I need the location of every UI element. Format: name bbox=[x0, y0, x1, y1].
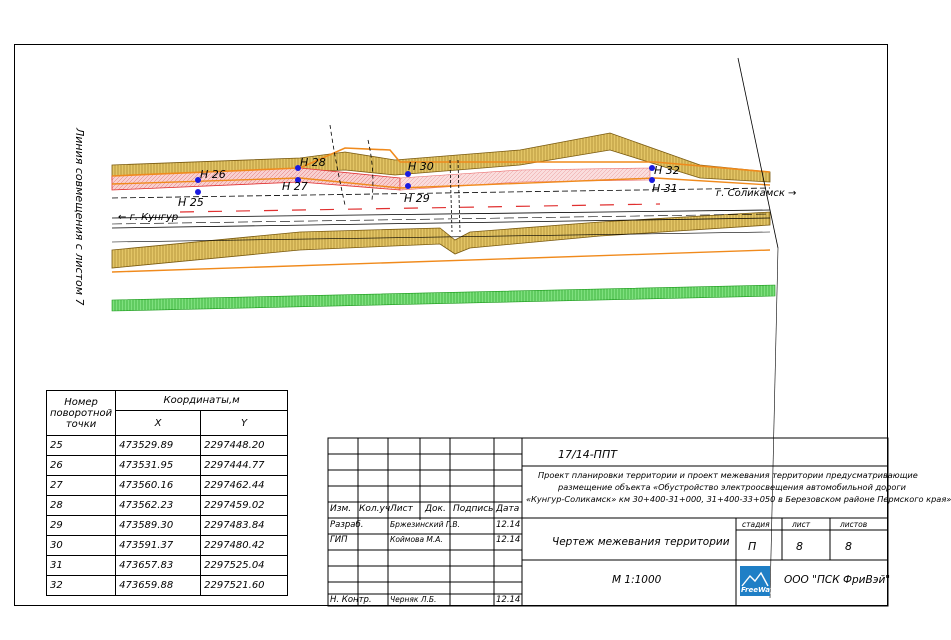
sheet-header: лист bbox=[792, 520, 811, 529]
logo-text: FreeWay bbox=[741, 586, 775, 594]
company-name: ООО "ПСК ФриВэй" bbox=[784, 574, 891, 586]
point-label: Н 32 bbox=[654, 164, 680, 177]
company-logo bbox=[740, 566, 775, 596]
point-label: Н 28 bbox=[300, 156, 326, 169]
header-number: Номер поворотной точки bbox=[47, 391, 116, 436]
point-label: Н 29 bbox=[404, 192, 430, 205]
row-role: Разраб. bbox=[330, 520, 364, 530]
point-label: Н 26 bbox=[200, 168, 226, 181]
row-date: 12.14 bbox=[496, 520, 521, 530]
header-coords: Координаты,м bbox=[116, 391, 288, 411]
table-row: 29 473589.30 2297483.84 bbox=[47, 516, 288, 536]
point-label: Н 25 bbox=[178, 196, 204, 209]
header-y: Y bbox=[201, 411, 288, 436]
stage-value: П bbox=[748, 540, 757, 553]
sheet-junction-label: Линия совмещения с листом 7 bbox=[73, 128, 86, 306]
hdr-podpis: Подпись bbox=[453, 504, 494, 514]
drawing-code: 17/14-ППТ bbox=[558, 448, 617, 461]
table-row: 31 473657.83 2297525.04 bbox=[47, 556, 288, 576]
row-name: Бржезинский Г.В. bbox=[390, 520, 460, 529]
project-line: «Кунгур-Соликамск» км 30+400-31+000, 31+400-33+050 в Березовском районе Пермского края» bbox=[526, 494, 951, 504]
title-block bbox=[328, 438, 951, 606]
direction-right-label: г. Соликамск → bbox=[716, 188, 797, 199]
row-date: 12.14 bbox=[496, 595, 521, 605]
hdr-dok: Док. bbox=[425, 504, 446, 514]
table-row: 32 473659.88 2297521.60 bbox=[47, 576, 288, 596]
hdr-list: Лист bbox=[390, 504, 413, 514]
direction-left-label: ← г. Кунгур bbox=[118, 212, 179, 223]
hdr-kol: Кол.уч bbox=[359, 504, 391, 514]
hdr-data: Дата bbox=[496, 504, 520, 514]
table-row: 25 473529.89 2297448.20 bbox=[47, 436, 288, 456]
stage-header: стадия bbox=[742, 520, 770, 529]
point-label: Н 31 bbox=[652, 182, 678, 195]
row-role: Н. Контр. bbox=[330, 595, 372, 605]
table-row: 27 473560.16 2297462.44 bbox=[47, 476, 288, 496]
point-label: Н 27 bbox=[282, 180, 308, 193]
point-label: Н 30 bbox=[408, 160, 434, 173]
row-date: 12.14 bbox=[496, 535, 521, 545]
drawing-name: Чертеж межевания территории bbox=[552, 536, 730, 548]
scale: М 1:1000 bbox=[612, 574, 662, 586]
row-name: Коймова М.А. bbox=[390, 535, 443, 544]
table-row: 26 473531.95 2297444.77 bbox=[47, 456, 288, 476]
hdr-izm: Изм. bbox=[330, 504, 352, 514]
table-row: 28 473562.23 2297459.02 bbox=[47, 496, 288, 516]
sheets-header: листов bbox=[840, 520, 868, 529]
project-line: размещение объекта «Обустройство электроосвещения автомобильной дороги bbox=[558, 482, 906, 492]
table-row: 30 473591.37 2297480.42 bbox=[47, 536, 288, 556]
sheet-value: 8 bbox=[796, 540, 803, 553]
sheets-value: 8 bbox=[845, 540, 852, 553]
header-x: X bbox=[116, 411, 201, 436]
row-name: Черняк Л.Б. bbox=[390, 595, 437, 604]
project-line: Проект планировки территории и проект межевания территории предусматривающие bbox=[538, 470, 918, 480]
row-role: ГИП bbox=[330, 535, 348, 545]
